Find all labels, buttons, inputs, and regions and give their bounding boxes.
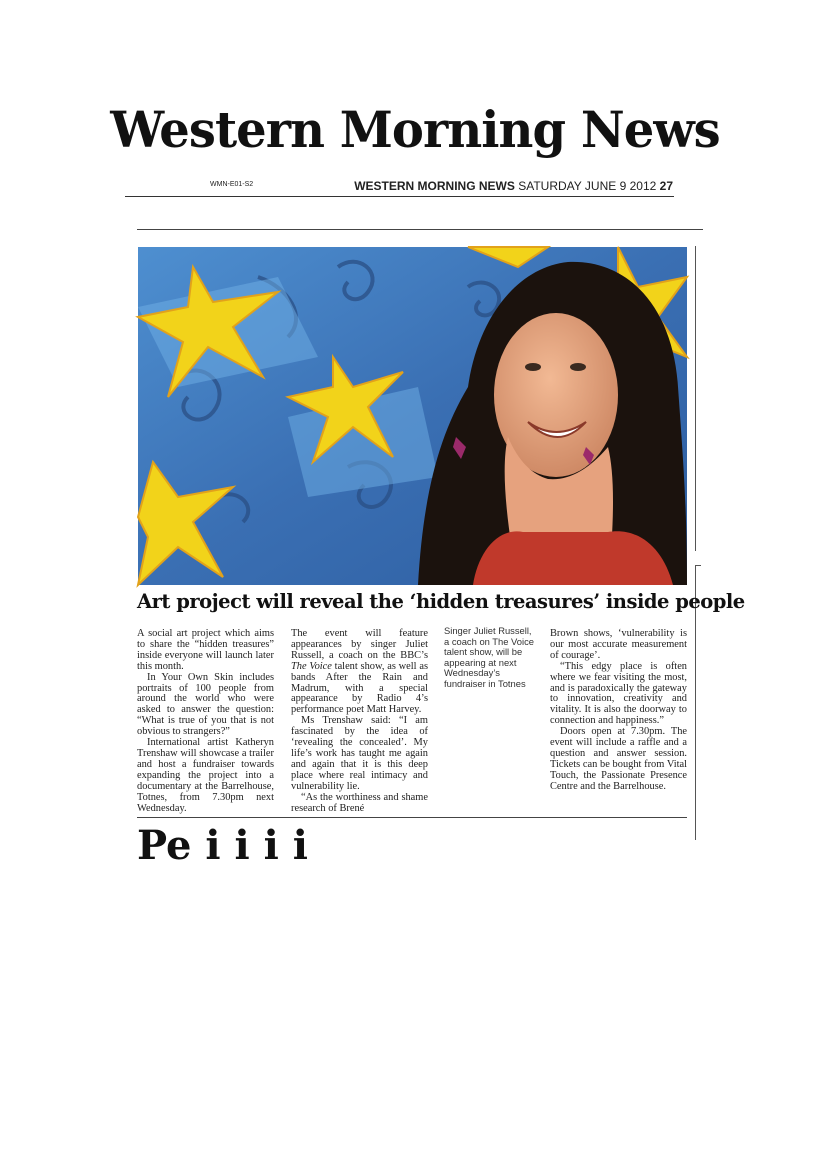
show-title: The Voice — [291, 660, 332, 672]
paragraph: A social art project which aims to share the “hidden treasures” inside everyone will launch later this month. — [137, 628, 274, 672]
paragraph: In Your Own Skin includes portraits of 100 people from around the world who were asked to answer the question: “What is true of you that is not obvious to strangers?” — [137, 671, 274, 738]
masthead-title: Western Morning News — [110, 99, 720, 159]
page-number: 27 — [659, 179, 673, 193]
column-divider-tick — [695, 565, 701, 566]
next-article-headline-clipped — [137, 822, 697, 869]
page-header-info — [354, 179, 673, 193]
article-column-1 — [137, 629, 274, 814]
page-ref-code: WMN-E01-S2 — [210, 181, 254, 188]
section-rule — [137, 229, 703, 230]
article-headline: Art project will reveal the ‘hidden treasures’ inside people — [137, 590, 745, 613]
column-divider — [695, 246, 696, 551]
next-article-headline: Pe i i i i — [137, 822, 308, 869]
publication-date: SATURDAY JUNE 9 2012 — [518, 179, 657, 193]
paragraph: International artist Katheryn Trenshaw will showcase a trailer and host a fundraiser towards expanding the project into a documentary at the Barrelhouse, Totnes, from 7.30pm next Wednesday. — [137, 737, 274, 814]
paragraph: Ms Trenshaw said: “I am fascinated by the idea of ‘revealing the concealed’. My life’s work has taught me again and again that it is this deep place where real intimacy and vulnerability lie. — [291, 715, 428, 792]
paragraph-text: The event will feature appearances by singer Juliet Russell, a coach on the BBC’s — [291, 628, 428, 661]
article-column-4 — [550, 629, 687, 793]
paragraph: “This edgy place is often where we fear visiting the most, and is paradoxically the gateway to innovation, creativity and vitality. It is also the doorway to connection and happiness.” — [550, 660, 687, 727]
article-column-2 — [291, 629, 428, 814]
header-rule — [125, 196, 674, 197]
photo-caption: Singer Juliet Russell, a coach on The Voice talent show, will be appearing at next Wednesday’s fundraiser in Totnes — [444, 625, 534, 689]
portrait-photo-icon — [138, 247, 687, 585]
paragraph — [291, 629, 428, 716]
paragraph: Brown shows, ‘vulnerability is our most accurate measurement of courage’. — [550, 628, 687, 661]
paragraph-text: talent show, as well as bands After the Rain and Madrum, with a special appearance by Radio 4’s performance poet Matt Harvey. — [291, 660, 428, 716]
masthead-logo — [110, 94, 720, 164]
paragraph: Doors open at 7.30pm. The event will include a raffle and a question and answer session. Tickets can be bought from Vital Touch, the Passionate Presence Centre and the Barrelhouse. — [550, 726, 687, 792]
article-end-rule — [137, 817, 687, 818]
paragraph: “As the worthiness and shame research of Brené — [291, 791, 428, 814]
publication-name: WESTERN MORNING NEWS — [354, 179, 515, 193]
